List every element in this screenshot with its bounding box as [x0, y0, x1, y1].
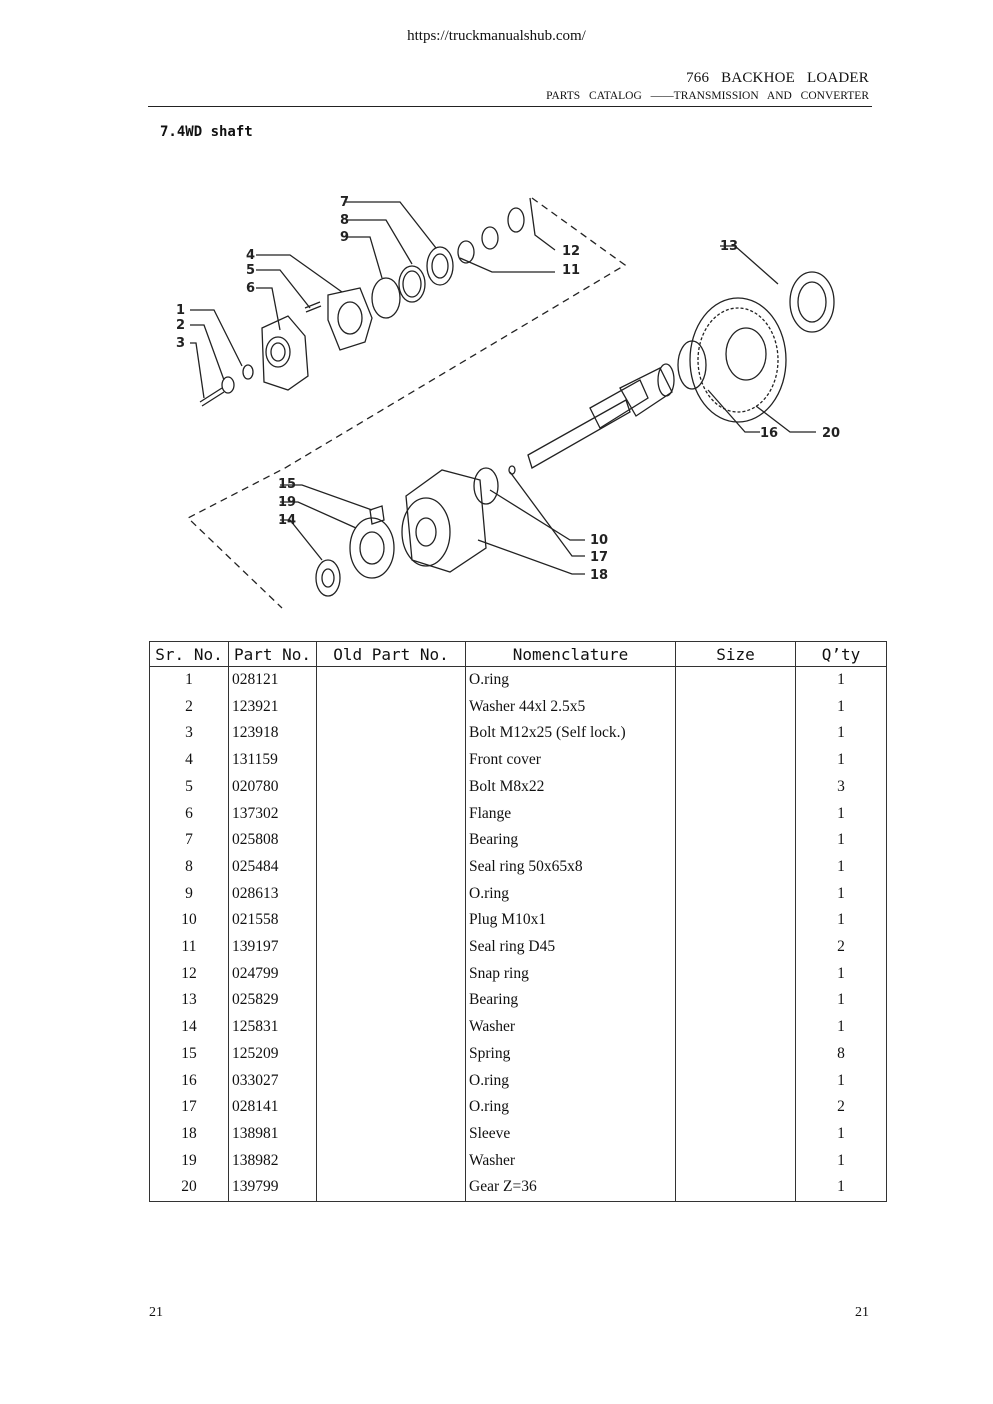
- cell-part-no: 139799: [229, 1174, 317, 1201]
- cell-qty: 1: [796, 1174, 887, 1201]
- cell-qty: 1: [796, 987, 887, 1014]
- cell-old-part-no: [317, 747, 466, 774]
- cell-nomenclature: O.ring: [466, 1094, 676, 1121]
- cell-sr-no: 20: [150, 1174, 229, 1201]
- cell-old-part-no: [317, 1041, 466, 1068]
- cell-size: [676, 961, 796, 988]
- table-row: [150, 961, 887, 988]
- cell-old-part-no: [317, 987, 466, 1014]
- cell-nomenclature: Washer: [466, 1148, 676, 1175]
- page-number-left: 21: [149, 1305, 163, 1320]
- table-row: [150, 694, 887, 721]
- cell-part-no: 125831: [229, 1014, 317, 1041]
- cell-part-no: 021558: [229, 907, 317, 934]
- table-row: [150, 987, 887, 1014]
- cell-qty: 2: [796, 1094, 887, 1121]
- table-header-row: [150, 642, 887, 667]
- cell-old-part-no: [317, 1094, 466, 1121]
- cell-part-no: 139197: [229, 934, 317, 961]
- source-url: https://truckmanualshub.com/: [407, 28, 586, 44]
- cell-old-part-no: [317, 881, 466, 908]
- cell-old-part-no: [317, 720, 466, 747]
- callout-8: 8: [340, 213, 350, 228]
- callout-2: 2: [176, 318, 186, 333]
- cell-sr-no: 18: [150, 1121, 229, 1148]
- cell-qty: 1: [796, 694, 887, 721]
- cell-nomenclature: Washer: [466, 1014, 676, 1041]
- cell-sr-no: 8: [150, 854, 229, 881]
- cell-old-part-no: [317, 774, 466, 801]
- cell-qty: 1: [796, 881, 887, 908]
- callout-15: 15: [278, 477, 297, 492]
- cell-old-part-no: [317, 934, 466, 961]
- callout-3: 3: [176, 336, 186, 351]
- cell-old-part-no: [317, 667, 466, 694]
- cell-part-no: 033027: [229, 1068, 317, 1095]
- cell-sr-no: 9: [150, 881, 229, 908]
- cell-qty: 1: [796, 907, 887, 934]
- cell-part-no: 125209: [229, 1041, 317, 1068]
- callout-5: 5: [246, 263, 256, 278]
- cell-old-part-no: [317, 1148, 466, 1175]
- cell-sr-no: 6: [150, 801, 229, 828]
- cell-part-no: 137302: [229, 801, 317, 828]
- cell-size: [676, 1121, 796, 1148]
- cell-qty: 1: [796, 827, 887, 854]
- cell-sr-no: 14: [150, 1014, 229, 1041]
- cell-qty: 1: [796, 667, 887, 694]
- cell-size: [676, 881, 796, 908]
- cell-nomenclature: Spring: [466, 1041, 676, 1068]
- cell-old-part-no: [317, 1068, 466, 1095]
- cell-nomenclature: Washer 44xl 2.5x5: [466, 694, 676, 721]
- cell-nomenclature: Gear Z=36: [466, 1174, 676, 1201]
- cell-old-part-no: [317, 854, 466, 881]
- cell-size: [676, 854, 796, 881]
- cell-sr-no: 5: [150, 774, 229, 801]
- cell-nomenclature: O.ring: [466, 1068, 676, 1095]
- table-row: [150, 720, 887, 747]
- table-row: [150, 827, 887, 854]
- callout-1: 1: [176, 303, 186, 318]
- table-row: [150, 801, 887, 828]
- cell-sr-no: 13: [150, 987, 229, 1014]
- cell-qty: 1: [796, 1148, 887, 1175]
- cell-sr-no: 10: [150, 907, 229, 934]
- cell-size: [676, 907, 796, 934]
- cell-part-no: 024799: [229, 961, 317, 988]
- cell-sr-no: 7: [150, 827, 229, 854]
- cell-qty: 8: [796, 1041, 887, 1068]
- callout-4: 4: [246, 248, 256, 263]
- header-title: 766 BACKHOE LOADER: [686, 70, 869, 86]
- cell-qty: 1: [796, 1014, 887, 1041]
- cell-nomenclature: Bearing: [466, 827, 676, 854]
- cell-nomenclature: Bearing: [466, 987, 676, 1014]
- callout-6: 6: [246, 281, 256, 296]
- cell-qty: 1: [796, 747, 887, 774]
- exploded-parts-diagram: [160, 180, 860, 620]
- cell-qty: 1: [796, 1068, 887, 1095]
- cell-old-part-no: [317, 1014, 466, 1041]
- cell-size: [676, 1014, 796, 1041]
- cell-qty: 2: [796, 934, 887, 961]
- cell-old-part-no: [317, 827, 466, 854]
- cell-sr-no: 12: [150, 961, 229, 988]
- col-header-part-no: Part No.: [229, 642, 317, 667]
- callout-17: 17: [590, 550, 609, 565]
- table-row: [150, 1174, 887, 1201]
- cell-part-no: 028141: [229, 1094, 317, 1121]
- cell-part-no: 028613: [229, 881, 317, 908]
- cell-size: [676, 1041, 796, 1068]
- table-row: [150, 1094, 887, 1121]
- cell-size: [676, 934, 796, 961]
- cell-nomenclature: Seal ring 50x65x8: [466, 854, 676, 881]
- cell-size: [676, 1148, 796, 1175]
- cell-old-part-no: [317, 1174, 466, 1201]
- cell-sr-no: 19: [150, 1148, 229, 1175]
- table-row: [150, 934, 887, 961]
- callout-11: 11: [562, 263, 581, 278]
- cell-size: [676, 827, 796, 854]
- header-subtitle: PARTS CATALOG ——TRANSMISSION AND CONVERTER: [546, 90, 869, 102]
- parts-table-body: [150, 667, 887, 1202]
- table-row: [150, 1121, 887, 1148]
- cell-nomenclature: Sleeve: [466, 1121, 676, 1148]
- cell-old-part-no: [317, 961, 466, 988]
- page-number-right: 21: [855, 1305, 869, 1320]
- col-header-nomenclature: Nomenclature: [466, 642, 676, 667]
- cell-part-no: 025829: [229, 987, 317, 1014]
- cell-size: [676, 801, 796, 828]
- cell-sr-no: 1: [150, 667, 229, 694]
- cell-nomenclature: Front cover: [466, 747, 676, 774]
- table-row: [150, 854, 887, 881]
- cell-part-no: 028121: [229, 667, 317, 694]
- table-row: [150, 1014, 887, 1041]
- cell-part-no: 138981: [229, 1121, 317, 1148]
- cell-nomenclature: Snap ring: [466, 961, 676, 988]
- cell-qty: 3: [796, 774, 887, 801]
- cell-size: [676, 1094, 796, 1121]
- cell-part-no: 138982: [229, 1148, 317, 1175]
- callout-7: 7: [340, 195, 350, 210]
- callout-10: 10: [590, 533, 609, 548]
- cell-qty: 1: [796, 1121, 887, 1148]
- cell-nomenclature: O.ring: [466, 667, 676, 694]
- cell-sr-no: 4: [150, 747, 229, 774]
- cell-qty: 1: [796, 720, 887, 747]
- cell-part-no: 123921: [229, 694, 317, 721]
- cell-old-part-no: [317, 694, 466, 721]
- callout-14: 14: [278, 513, 297, 528]
- cell-nomenclature: Bolt M8x22: [466, 774, 676, 801]
- cell-qty: 1: [796, 961, 887, 988]
- callout-13: 13: [720, 239, 739, 254]
- cell-size: [676, 667, 796, 694]
- callout-9: 9: [340, 230, 350, 245]
- table-row: [150, 1148, 887, 1175]
- cell-part-no: 131159: [229, 747, 317, 774]
- cell-size: [676, 1174, 796, 1201]
- cell-sr-no: 15: [150, 1041, 229, 1068]
- table-row: [150, 774, 887, 801]
- callout-18: 18: [590, 568, 609, 583]
- cell-nomenclature: Bolt M12x25 (Self lock.): [466, 720, 676, 747]
- cell-part-no: 025484: [229, 854, 317, 881]
- cell-sr-no: 2: [150, 694, 229, 721]
- cell-part-no: 123918: [229, 720, 317, 747]
- col-header-qty: Q’ty: [796, 642, 887, 667]
- table-row: [150, 667, 887, 694]
- cell-size: [676, 747, 796, 774]
- parts-table: [149, 641, 887, 1202]
- cell-nomenclature: Flange: [466, 801, 676, 828]
- header-rule: [148, 106, 872, 107]
- table-row: [150, 1068, 887, 1095]
- cell-nomenclature: Plug M10x1: [466, 907, 676, 934]
- cell-sr-no: 3: [150, 720, 229, 747]
- cell-size: [676, 987, 796, 1014]
- cell-sr-no: 11: [150, 934, 229, 961]
- cell-sr-no: 16: [150, 1068, 229, 1095]
- cell-size: [676, 1068, 796, 1095]
- cell-qty: 1: [796, 801, 887, 828]
- callout-16: 16: [760, 426, 779, 441]
- callout-19: 19: [278, 495, 297, 510]
- cell-size: [676, 774, 796, 801]
- col-header-size: Size: [676, 642, 796, 667]
- cell-size: [676, 720, 796, 747]
- cell-old-part-no: [317, 801, 466, 828]
- cell-old-part-no: [317, 907, 466, 934]
- cell-nomenclature: Seal ring D45: [466, 934, 676, 961]
- table-row: [150, 1041, 887, 1068]
- cell-part-no: 025808: [229, 827, 317, 854]
- cell-nomenclature: O.ring: [466, 881, 676, 908]
- table-row: [150, 881, 887, 908]
- cell-sr-no: 17: [150, 1094, 229, 1121]
- section-title: 7.4WD shaft: [160, 124, 253, 140]
- callout-20: 20: [822, 426, 841, 441]
- col-header-sr-no: Sr. No.: [150, 642, 229, 667]
- table-row: [150, 907, 887, 934]
- cell-old-part-no: [317, 1121, 466, 1148]
- cell-part-no: 020780: [229, 774, 317, 801]
- cell-size: [676, 694, 796, 721]
- col-header-old-part-no: Old Part No.: [317, 642, 466, 667]
- table-row: [150, 747, 887, 774]
- cell-qty: 1: [796, 854, 887, 881]
- diagram-callouts: [176, 195, 840, 583]
- callout-12: 12: [562, 244, 581, 259]
